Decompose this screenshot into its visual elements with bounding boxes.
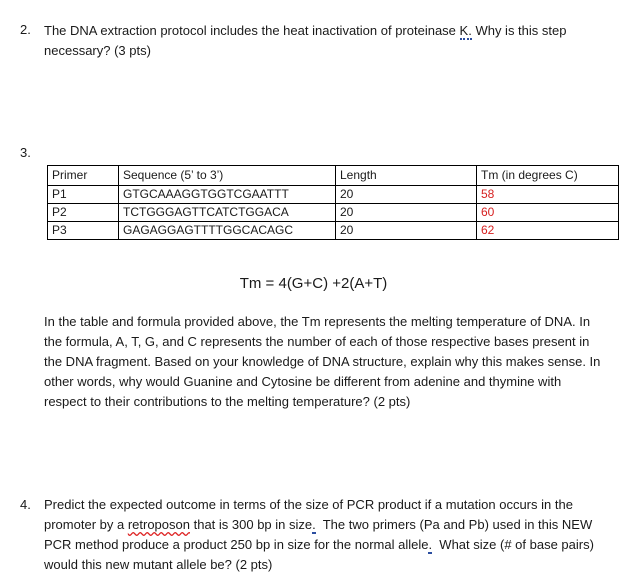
q4-line3-period: . bbox=[428, 537, 433, 552]
cell-length: 20 bbox=[336, 204, 477, 222]
cell-sequence: TCTGGGAGTTCATCTGGACA bbox=[119, 204, 336, 222]
question-3-text bbox=[44, 312, 600, 412]
header-sequence: Sequence (5’ to 3’) bbox=[119, 166, 336, 186]
question-2-line-2: necessary? (3 pts) bbox=[44, 43, 151, 58]
question-3-line: other words, why would Guanine and Cytosine be different from adenine and thymine with bbox=[44, 374, 562, 389]
cell-tm: 60 bbox=[477, 204, 619, 222]
question-2-line-1 bbox=[44, 21, 566, 41]
cell-tm: 58 bbox=[477, 186, 619, 204]
cell-primer: P2 bbox=[48, 204, 119, 222]
cell-length: 20 bbox=[336, 222, 477, 240]
primer-table bbox=[47, 165, 619, 240]
question-3-line: respect to their contributions to the melting temperature? (2 pts) bbox=[44, 394, 411, 409]
q4-line2-part-a: promoter by a bbox=[44, 517, 128, 532]
cell-sequence: GTGCAAAGGTGGTCGAATTT bbox=[119, 186, 336, 204]
primer-table-header bbox=[48, 166, 619, 186]
q2-line1-part-a: The DNA extraction protocol includes the heat inactivation of proteinase bbox=[44, 23, 460, 38]
question-3-line: the DNA fragment. Based on your knowledge of DNA structure, explain why this makes sense. In bbox=[44, 354, 601, 369]
question-3-line: the formula, A, T, G, and C represents the number of each of those respective bases present in bbox=[44, 334, 590, 349]
cell-sequence: GAGAGGAGTTTTGGCACAGC bbox=[119, 222, 336, 240]
q2-line1-part-b: Why is this step bbox=[471, 23, 567, 38]
header-length: Length bbox=[336, 166, 477, 186]
question-3-number: 3. bbox=[20, 145, 31, 160]
table-row bbox=[48, 222, 619, 240]
header-tm: Tm (in degrees C) bbox=[477, 166, 619, 186]
question-4-line-3 bbox=[44, 535, 594, 555]
q4-line2-part-c: The two primers (Pa and Pb) used in this NEW bbox=[315, 517, 593, 532]
table-row bbox=[48, 204, 619, 222]
question-4-text bbox=[44, 495, 594, 575]
question-2-text bbox=[44, 21, 566, 61]
q4-line2-part-b: that is 300 bp in size bbox=[189, 517, 313, 532]
header-primer: Primer bbox=[48, 166, 119, 186]
q4-retroposon-word: retroposon bbox=[127, 517, 190, 532]
cell-tm: 62 bbox=[477, 222, 619, 240]
q4-line2-period: . bbox=[312, 517, 316, 532]
q2-proteinase-k: K. bbox=[459, 23, 472, 38]
question-2-number: 2. bbox=[20, 22, 31, 37]
cell-length: 20 bbox=[336, 186, 477, 204]
cell-primer: P1 bbox=[48, 186, 119, 204]
question-4-line-2 bbox=[44, 515, 594, 535]
question-4-number: 4. bbox=[20, 497, 31, 512]
q4-line3-part-a: PCR method produce a product 250 bp in size for the normal allele bbox=[44, 537, 429, 552]
melting-temperature-formula: Tm = 4(G+C) +2(A+T) bbox=[239, 275, 388, 292]
cell-primer: P3 bbox=[48, 222, 119, 240]
question-4-line-1: Predict the expected outcome in terms of the size of PCR product if a mutation occurs in the bbox=[44, 497, 573, 512]
question-3-line: In the table and formula provided above, the Tm represents the melting temperature of DNA. In bbox=[44, 314, 591, 329]
table-row bbox=[48, 186, 619, 204]
question-4-line-4: would this new mutant allele be? (2 pts) bbox=[44, 557, 273, 572]
q4-line3-part-b: What size (# of base pairs) bbox=[432, 537, 594, 552]
